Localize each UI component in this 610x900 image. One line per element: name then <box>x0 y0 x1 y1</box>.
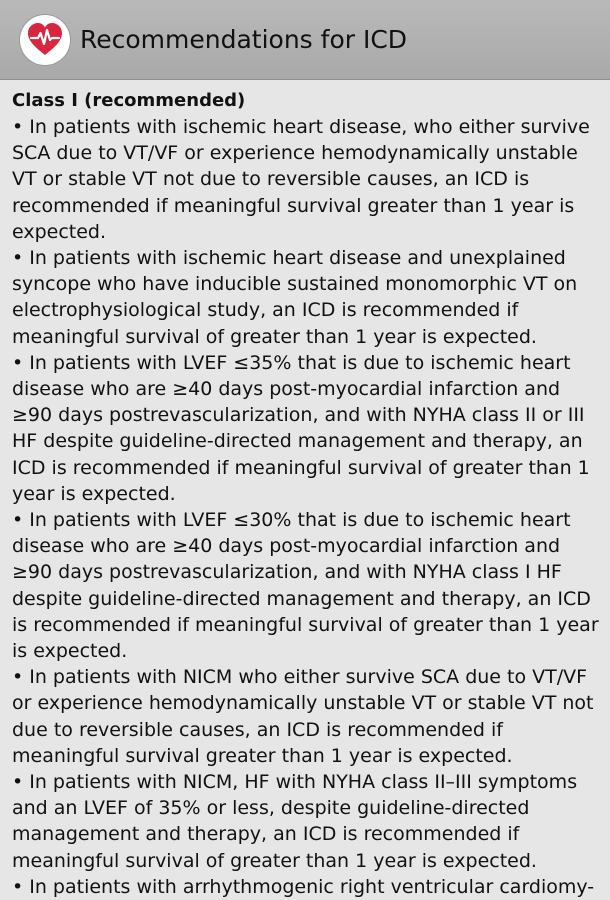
recommendation-item: • In patients with ischemic heart disease and unexplained syncope who have inducible sustained monomorphic VT on electrophysiological study, an ICD is recommended if meaningful survival of greater than 1 year is expected. <box>12 247 578 348</box>
class-heading: Class I (recommended) <box>12 90 246 111</box>
recommendation-item: • In patients with LVEF ≤30% that is due to ischemic heart disease who are ≥40 days post-myocardial infarction and ≥90 days postrevascularization, and with NYHA class I HF despite guideline-directed management and therapy, an ICD is recommended if meaningful survival of greater than 1 year is expected. <box>12 509 599 663</box>
page-title: Recommendations for ICD <box>80 25 408 54</box>
app-logo[interactable] <box>20 15 70 65</box>
recommendation-item: • In patients with ischemic heart disease, who either survive SCA due to VT/VF or experience hemodynamically unstable VT or stable VT not due to reversible causes, an ICD is recommended if meaningful survival greater than 1 year is expected. <box>12 116 590 243</box>
recommendation-item: • In patients with NICM, HF with NYHA class II–III symptoms and an LVEF of 35% or less, despite guideline-directed management and therapy, an ICD is recommended if meaningful survival of greater than 1 year is expected. <box>12 771 578 872</box>
recommendation-item: • In patients with arrhythmogenic right ventricular cardiomy- <box>12 875 595 898</box>
recommendation-item: • In patients with NICM who either survive SCA due to VT/VF or experience hemodynamically unstable VT or stable VT not due to reversible causes, an ICD is recommended if meaningful survival greater than 1 year is expected. <box>12 666 594 767</box>
app-bar <box>0 0 610 80</box>
recommendation-item: • In patients with LVEF ≤35% that is due to ischemic heart disease who are ≥40 days post-myocardial infarction and ≥90 days postrevascularization, and with NYHA class II or III HF despite guideline-directed management and therapy, an ICD is recommended if meaningful survival of greater than 1 year is expected. <box>12 351 590 505</box>
heart-pulse-icon <box>26 22 64 58</box>
recommendation-content <box>12 88 604 900</box>
